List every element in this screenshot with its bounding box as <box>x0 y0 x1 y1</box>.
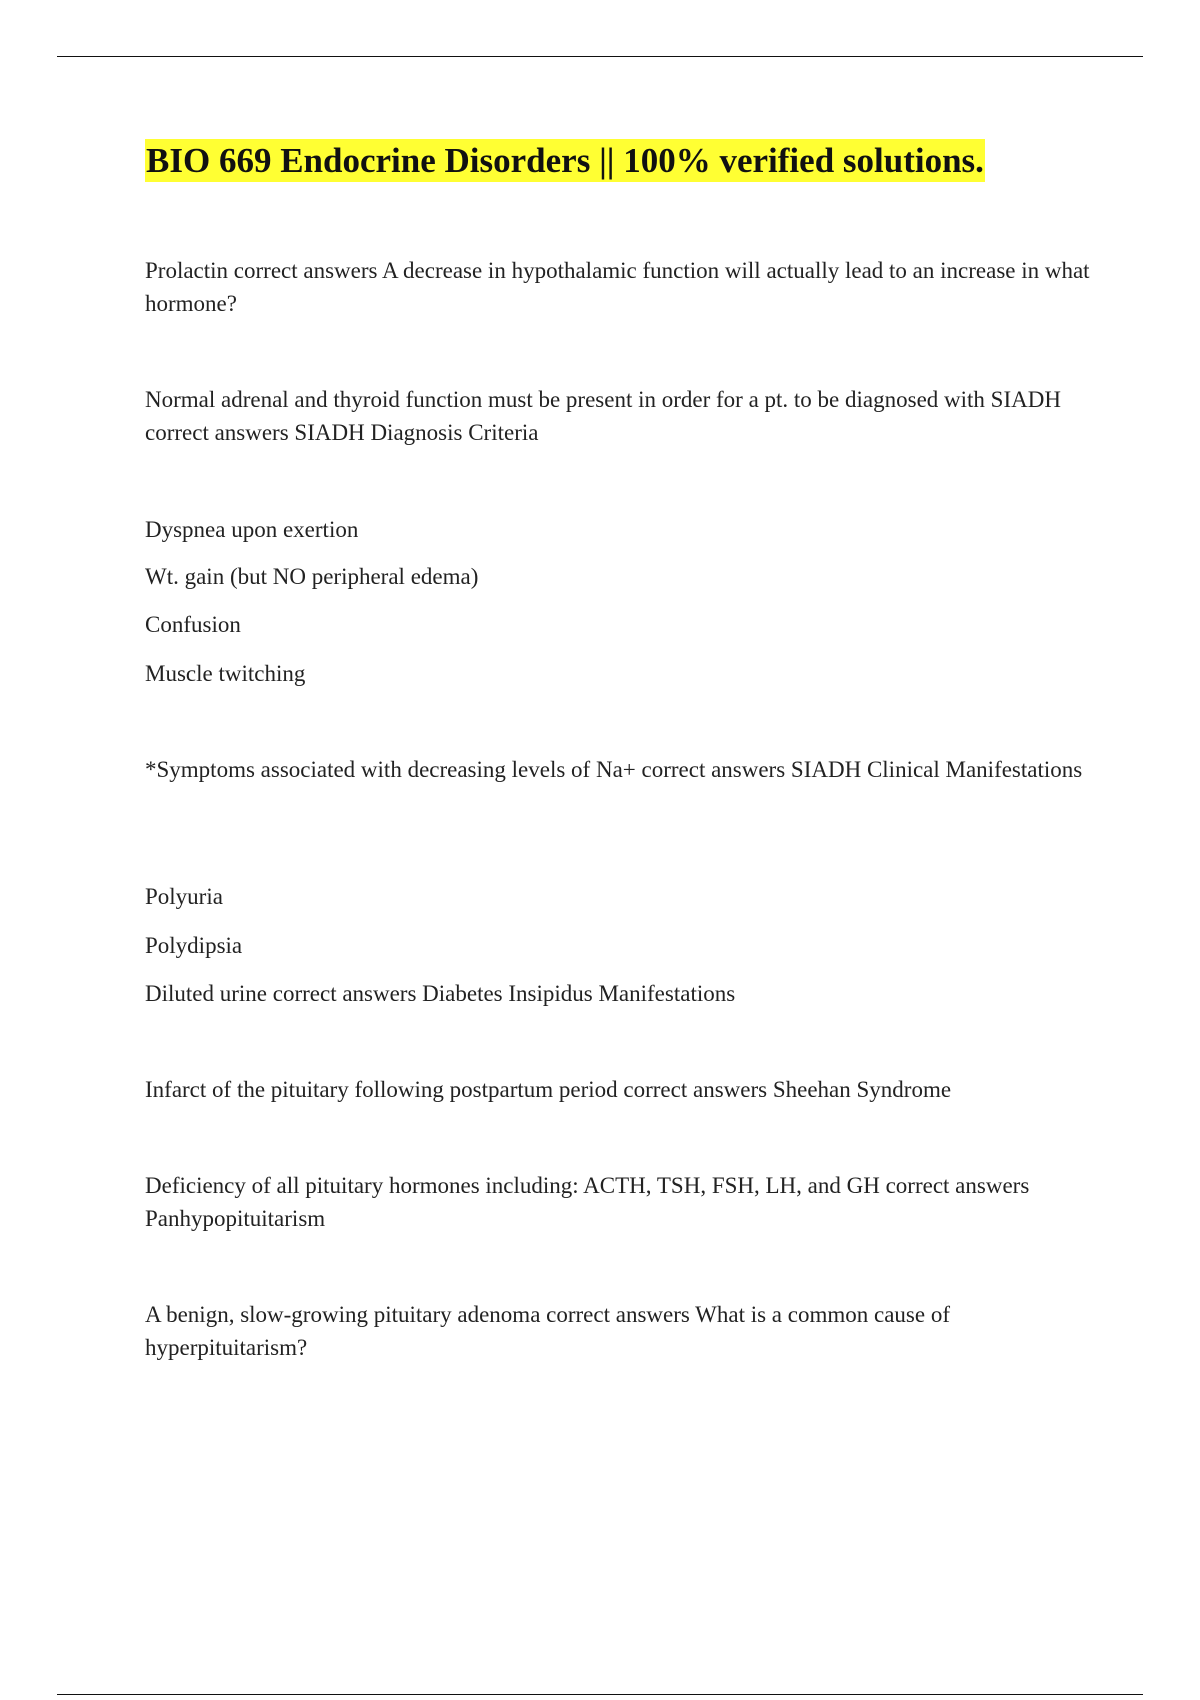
paragraph-prolactin: Prolactin correct answers A decrease in hypothalamic function will actually lead to an increase in what hormone? <box>145 258 1090 316</box>
footer-rule <box>57 1694 1143 1695</box>
title-highlight: BIO 669 Endocrine Disorders || 100% verified solutions. <box>146 141 984 180</box>
header-rule <box>57 56 1143 57</box>
list-item-muscle-twitching: Muscle twitching <box>145 661 306 686</box>
paragraph-diabetes-insipidus: Diluted urine correct answers Diabetes Insipidus Manifestations <box>145 981 736 1006</box>
list-item-dyspnea: Dyspnea upon exertion <box>145 517 359 542</box>
document-title <box>145 140 985 182</box>
paragraph-sheehan: Infarct of the pituitary following postpartum period correct answers Sheehan Syndrome <box>145 1077 952 1102</box>
paragraph-siadh-manifestations: *Symptoms associated with decreasing levels of Na+ correct answers SIADH Clinical Manifestations <box>145 757 1083 782</box>
list-item-confusion: Confusion <box>145 612 241 637</box>
paragraph-siadh-criteria: Normal adrenal and thyroid function must be present in order for a pt. to be diagnosed with SIADH correct answers SIADH Diagnosis Criteria <box>145 387 1061 445</box>
paragraph-hyperpituitarism: A benign, slow-growing pituitary adenoma correct answers What is a common cause of hyperpituitarism? <box>145 1302 950 1360</box>
list-item-weight-gain: Wt. gain (but NO peripheral edema) <box>145 564 479 589</box>
list-item-polydipsia: Polydipsia <box>145 933 243 958</box>
paragraph-panhypopituitarism: Deficiency of all pituitary hormones including: ACTH, TSH, FSH, LH, and GH correct answers Panhypopituitarism <box>145 1173 1030 1231</box>
list-item-polyuria: Polyuria <box>145 884 223 909</box>
